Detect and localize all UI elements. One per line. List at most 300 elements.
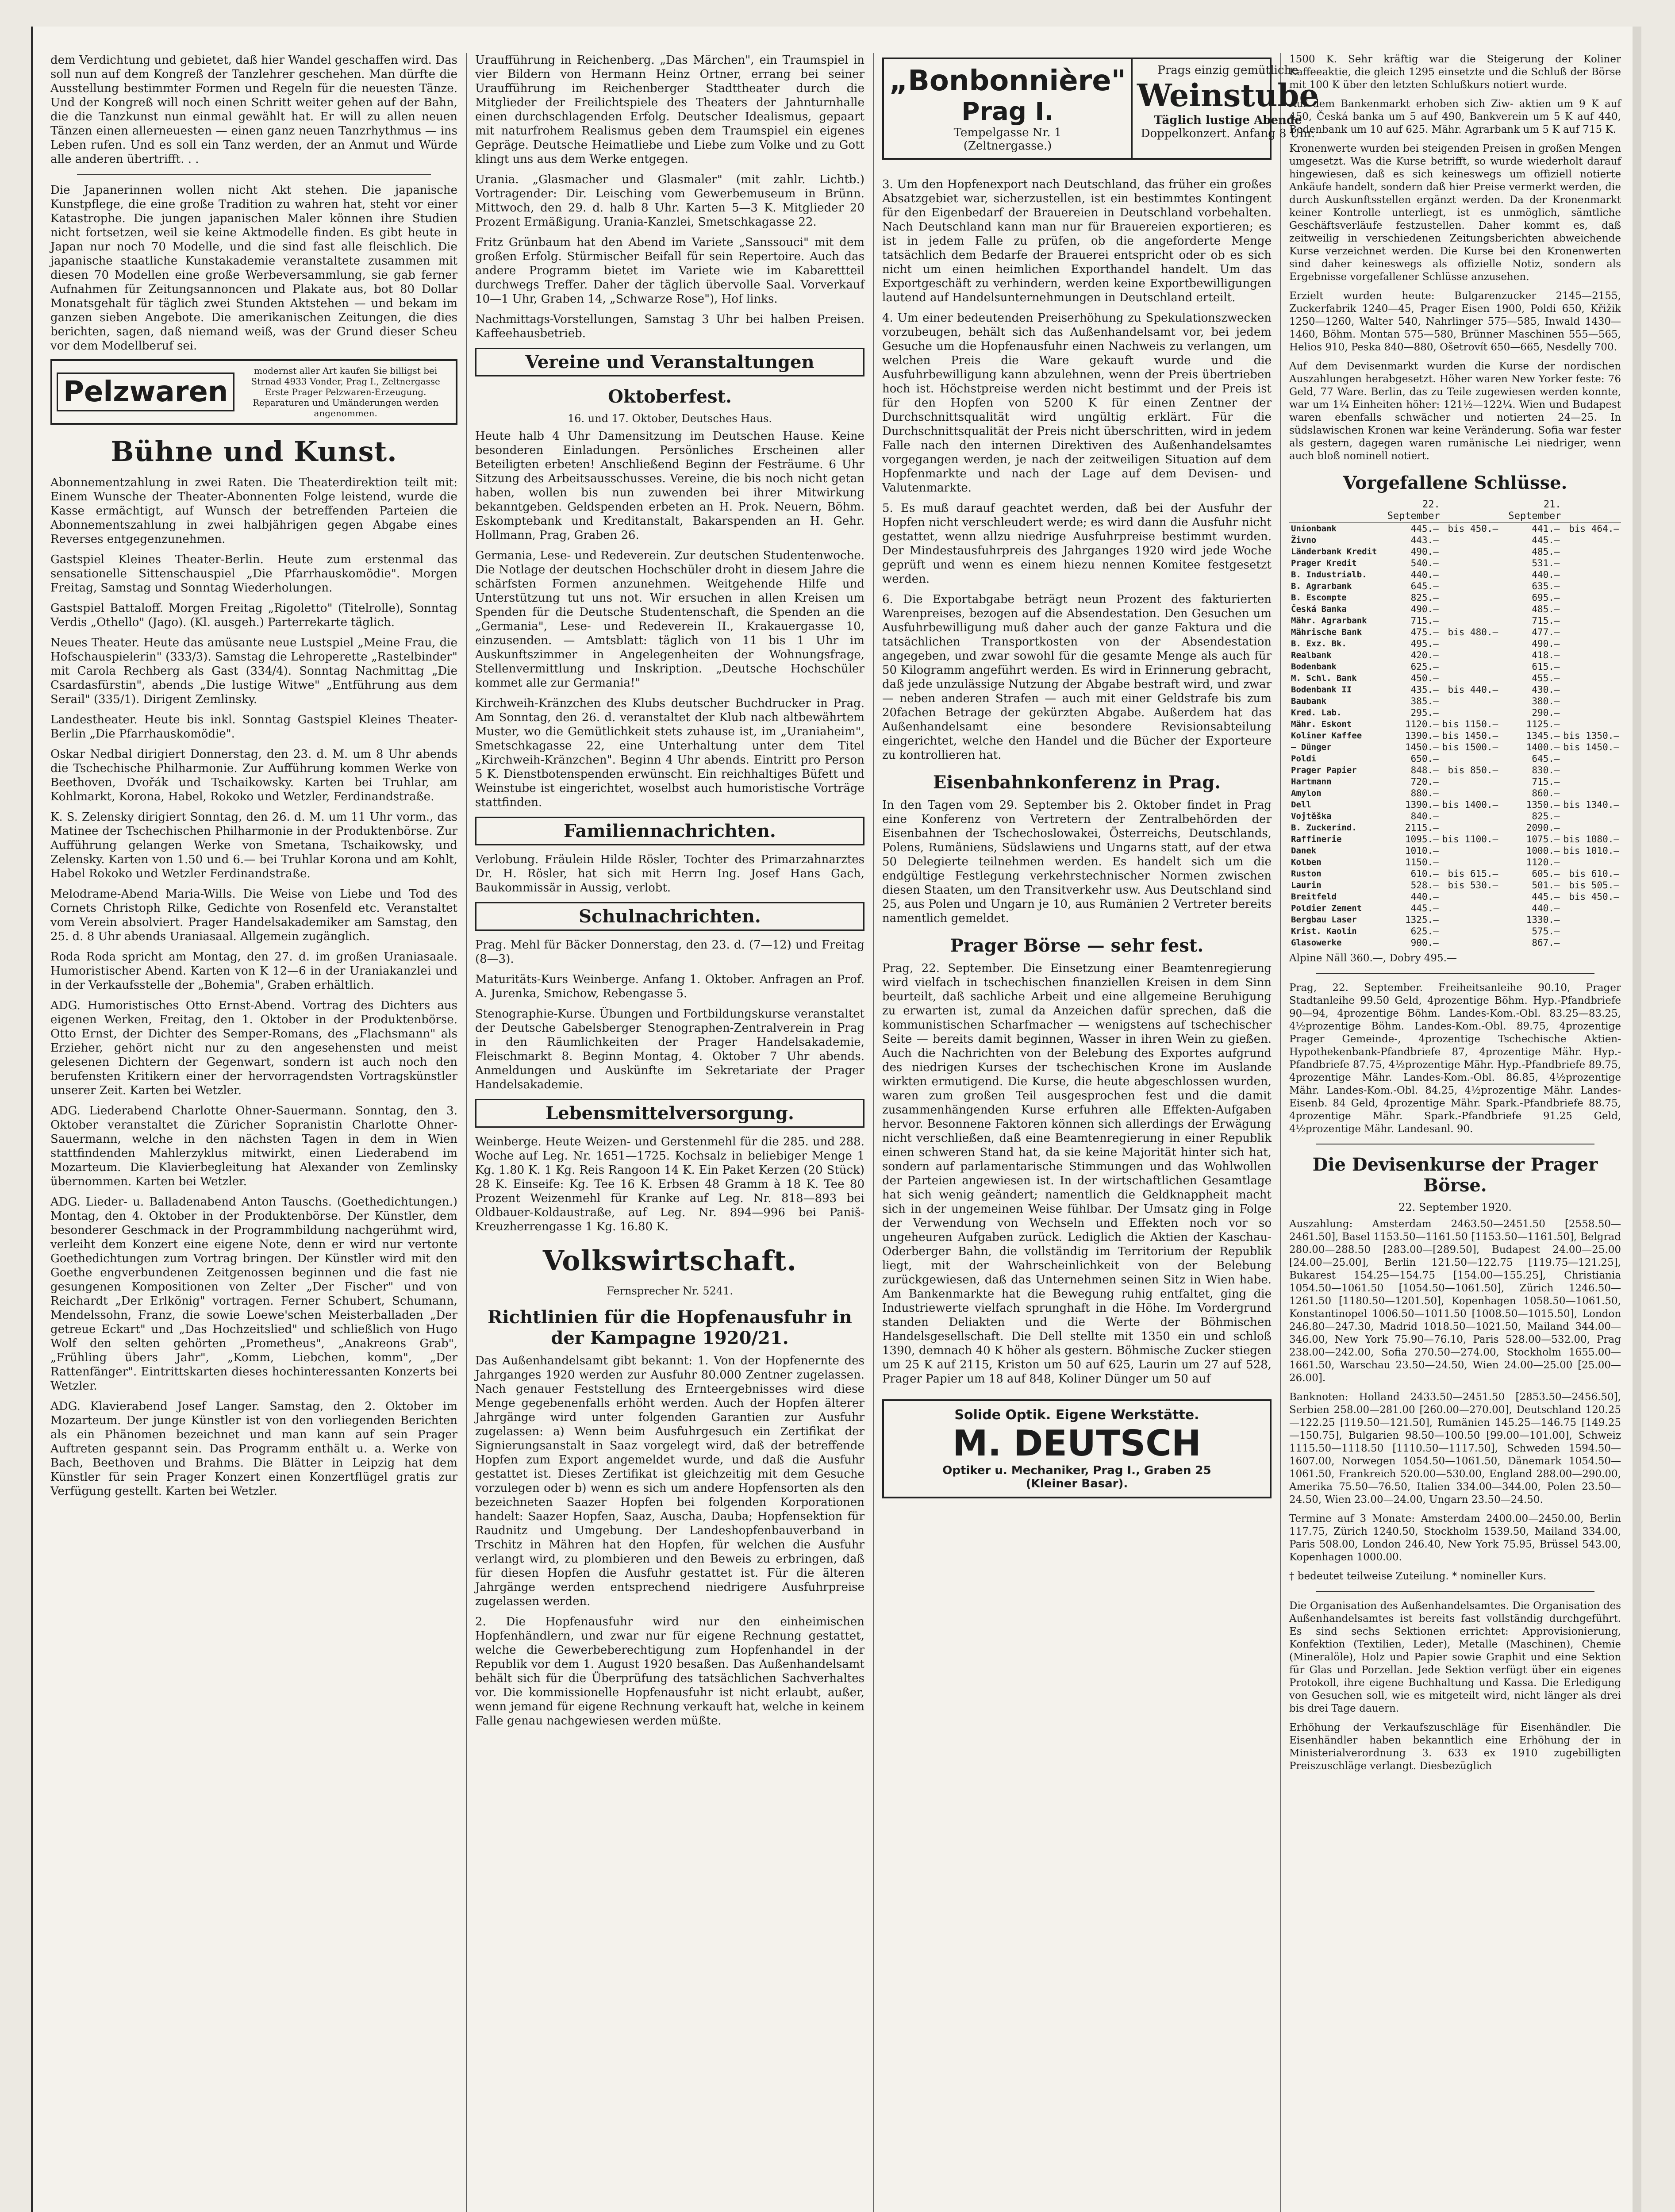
article-text: 5. Es muß darauf geachtet werden, daß bei der Ausfuhr der Hopfen nicht verschleudert werde; es wird dann die Ausfuhr nicht gestattet, wenn allzu niedrige Ausfuhrpreise bestimmt wurden. Der Mindestausfuhrpreis des Jahrganges 1920 wird jede Woche geprüft und wenn es einem hiezu nennen Komitee festgesetzt werden.: [882, 502, 1272, 586]
stock-name: Hartmann: [1291, 777, 1332, 787]
stock-value: [1562, 822, 1621, 833]
stock-name: Glasowerke: [1291, 938, 1342, 948]
stock-value: 1345.—: [1526, 730, 1560, 741]
stock-value: 430.—: [1532, 684, 1560, 695]
stock-value: bis 1010.—: [1563, 845, 1619, 856]
ad-address: Tempelgasse Nr. 1: [953, 126, 1062, 139]
stock-value: 485.—: [1532, 546, 1560, 557]
table-row: [1289, 914, 1621, 926]
article-text: Erzielt wurden heute: Bulgarenzucker 2145—2155, Zuckerfabrik 1240—45, Prager Eisen 1900, Poldi 650, Křižik 1250—1260, Walter 540, Nahrlinger 575—585, Inwald 1430—1460, Böhm. Montan 575—580, Brünner Maschinen 555—565, Helios 910, Peska 840—880, Ošetrovít 650—665, Nesdelly 700.: [1289, 290, 1621, 353]
article-text: 6. Die Exportabgabe beträgt neun Prozent des fakturierten Warenpreises, bezogen auf die Absendestation. Den Gesuchen um Ausfuhrbewilligung muß daher auch der ganze Faktura und die tatsächlichen Transportkosten von der Absendestation angegeben, und zwar sowohl für die gesamte Menge als auch für 50 Kilogramm angeführt werden. Es wird in Erinnerung gebracht, daß jede unzulässige Nutzung der Abgabe bestraft wird, und zwar — neben anderen Strafen — auch mit einer Geldstrafe bis zum 20fachen Betrage der gekürzten Abgabe. Außerdem hat das Außenhandelsamt eine besondere Revisionsabteilung eingerichtet, welche den Handel und die Bücher der Exporteure zu kontrollieren hat.: [882, 593, 1272, 762]
stock-value: [1441, 603, 1500, 615]
article-text: In den Tagen vom 29. September bis 2. Oktober findet in Prag eine Konferenz von Vertretern der Zentralbehörden der Eisenbahnen der Tschechoslowakei, Österreichs, Deutschlands, Polens, Rumäniens, Südslawiens und Ungarns statt, auf der etwa 50 Delegierte teilnehmen werden. Es handelt sich um die endgültige Festlegung verkehrstechnischer Normen zwischen diesen Staaten, um den Transitverkehr usw. Aus Deutschland sind 25, aus Polen und Ungarn je 10, aus Rumänien 2 Vertreter bereits namentlich gemeldet.: [882, 799, 1272, 925]
stock-value: 445.—: [1410, 523, 1439, 534]
article-japanerinnen: Die Japanerinnen wollen nicht Akt stehen. Die japanische Kunstpflege, die eine große Tradition zu wahren hat, steht vor einer Katastrophe. Die jungen japanischen Maler können ihre Studien nicht fortsetzen, weil sie keine Aktmodelle finden. Es gibt heute in Japan nur noch 70 Modelle, und die sind fast alle fleischlich. Die japanische staatliche Kunstakademie veranstaltete zusammen mit diesen 70 Modellen eine große Werbeversammlung, sie gab ferner Aufnahmen für Zeitungsannoncen und Plakate aus, bot 80 Dollar Monatsgehalt für täglich zwei Stunden Aktstehen — und bekam im ganzen sieben Angebote. Die amerikanischen Zeitungen, die dies berichten, sagen, daß niemand weiß, was der Grund dieser Scheu vor dem Modellberuf sei.: [50, 184, 457, 353]
stock-value: [1441, 569, 1500, 580]
table-row: [1289, 580, 1621, 592]
pelzwaren-ad: [50, 359, 457, 425]
table-row: [1289, 833, 1621, 845]
stock-value: 490.—: [1410, 604, 1439, 614]
stock-name: B. Agrarbank: [1291, 581, 1352, 591]
stock-value: 715.—: [1532, 776, 1560, 787]
table-row: [1289, 557, 1621, 569]
column-rule: [1280, 53, 1281, 2212]
stock-name: Prager Papier: [1291, 765, 1357, 775]
article-text: 1500 K. Sehr kräftig war die Steigerung der Koliner Kaffeeaktie, die gleich 1295 einsetzte und die Schluß der Börse mit 100 K über den letzten Schlußkurs notiert wurde.: [1289, 54, 1621, 91]
table-row: [1289, 684, 1621, 695]
stock-value: 848.—: [1410, 765, 1439, 776]
stock-value: 455.—: [1532, 673, 1560, 684]
stock-value: [1441, 937, 1500, 949]
article-text: Maturitäts-Kurs Weinberge. Anfang 1. Oktober. Anfragen an Prof. A. Jurenka, Smichow, Rebengasse 5.: [475, 973, 864, 1000]
ad-weinstube: Weinstube: [1137, 77, 1319, 114]
stock-name: Realbank: [1291, 650, 1332, 660]
stock-value: 443.—: [1410, 535, 1439, 545]
stock-value: [1441, 914, 1500, 926]
stock-value: 695.—: [1532, 592, 1560, 603]
stock-value: 531.—: [1532, 558, 1560, 568]
article-text: ADG. Lieder- u. Balladenabend Anton Tauschs. (Goethedichtungen.) Montag, den 4. Oktober in der Produktenbörse. Der Künstler, dem besonderer Geschmack in der Programmbildung nachgerühmt wird, verleiht dem Konzert eine eigene Note, denn er wird nur vertonte Goethedichtungen zum Vortrag bringen. Der Künstler wird mit den Goethe engverbundenen Zeitgenossen beginnen und die fast nie gesungenen Kompositionen von Zelter „Der Fischer" und von Reichardt „Der Erlkönig" vortragen. Ferner Schubert, Schumann, Mendelssohn, Franz, die sowie Loewe'schen Meisterballaden „Der getreue Eckart" und „Das Hochzeitslied" und schließlich von Hugo Wolf den selten gehörten „Prometheus", „Anakreons Grab", „Frühling übers Jahr", „Komm, Liebchen, komm", „Der Rattenfänger". Eintrittskarten dieses hochinteressanten Konzerts bei Wetzler.: [50, 1195, 457, 1393]
stock-value: [1562, 615, 1621, 626]
table-row: [1289, 845, 1621, 856]
stock-value: [1441, 534, 1500, 546]
stock-table: [1289, 499, 1621, 949]
table-row: [1289, 534, 1621, 546]
table-row: [1289, 615, 1621, 626]
stock-value: [1562, 638, 1621, 649]
stock-value: 1450.—: [1405, 742, 1439, 753]
column-4: [1289, 53, 1621, 2212]
table-row: [1289, 776, 1621, 787]
table-row: [1289, 523, 1621, 535]
stock-value: [1562, 937, 1621, 949]
table-header-cell: 21. September: [1500, 499, 1561, 523]
table-row: [1289, 787, 1621, 799]
stock-value: 615.—: [1532, 661, 1560, 672]
stock-value: 2090.—: [1526, 822, 1560, 833]
stock-value: [1441, 546, 1500, 557]
stock-name: Ruston: [1291, 869, 1322, 879]
stock-name: Unionbank: [1291, 524, 1337, 534]
article-text: Termine auf 3 Monate: Amsterdam 2400.00—2450.00, Berlin 117.75, Zürich 1240.50, Stockholm 1539.50, Mailand 334.00, Paris 508.00, London 246.40, New York 75.95, Brüssel 543.00, Kopenhagen 1000.00.: [1289, 1513, 1621, 1563]
stock-name: Vojtěška: [1291, 811, 1332, 821]
stock-value: 1120.—: [1405, 719, 1439, 730]
table-row: [1289, 730, 1621, 741]
stock-value: [1562, 534, 1621, 546]
article-text: Die Organisation des Außenhandelsamtes. Die Organisation des Außenhandelsamtes ist bereits fast vollständig durchgeführt. Es sind sechs Sektionen errichtet: Approvisionierung, Konfektion (Textilien, Leder), Metalle (Maschinen), Chemie (Mineralöle), Holz und Papier sowie Graphit und eine Sektion für Glas und Porzellan. Jede Sektion verfügt über ein eigenes Protokoll, ihre eigene Buchhaltung und Kassa. Die Erledigung von Gesuchen soll, wie es mitgeteilt wird, nicht länger als drei bis drei Tage dauern.: [1289, 1600, 1621, 1714]
article-text: Melodrame-Abend Maria-Wills. Die Weise von Liebe und Tod des Cornets Christoph Rilke, Gedichte von Rosenfeld etc. Veranstaltet vom Verein absolviert. Prager Handelsakademiker am Samstag, den 25. d. 8 Uhr abends Uraniasaal. Allgemein zugänglich.: [50, 887, 457, 943]
ad-text: modernst aller Art kaufen Sie billigst bei Strnad 4933 Vonder, Prag I., Zeltnergasse Erste Prager Pelzwaren-Erzeugung. Reparaturen und Umänderungen werden angenommen.: [251, 365, 440, 419]
stock-value: 1095.—: [1405, 834, 1439, 845]
stock-value: 445.—: [1532, 535, 1560, 545]
stock-name: — Dünger: [1291, 742, 1332, 752]
subheading-date: 22. September 1920.: [1398, 1201, 1512, 1214]
stock-value: 830.—: [1532, 765, 1560, 776]
stock-value: 1075.—: [1526, 834, 1560, 845]
column-rule: [873, 53, 874, 2212]
stock-value: 2115.—: [1405, 822, 1439, 833]
stock-value: bis 450.—: [1569, 891, 1619, 902]
table-row: [1289, 672, 1621, 684]
section-heading-buehne: Bühne und Kunst.: [111, 435, 397, 468]
article-text: ADG. Klavierabend Josef Langer. Samstag, den 2. Oktober im Mozarteum. Der junge Künstler ist von den vorliegenden Berichten als ein Phänomen bezeichnet und man kann auf sein Prager Auftreten gespannt sein. Das Programm enthält u. a. Werke von Bach, Beethoven und Brahms. Die Blätter in Leipzig hat dem Künstler für sein Prager Konzert einen Konzertflügel gratis zur Verfügung gestellt. Karten bei Wetzler.: [50, 1400, 457, 1498]
stock-name: Bodenbank II: [1291, 685, 1352, 695]
legend-note: † bedeutet teilweise Zuteilung. * nomineller Kurs.: [1289, 1571, 1547, 1582]
section-heading-volkswirtschaft: Volkswirtschaft.: [542, 1244, 797, 1277]
stock-value: [1562, 718, 1621, 730]
stock-value: [1441, 638, 1500, 649]
stock-value: bis 440.—: [1448, 684, 1498, 695]
stock-value: [1441, 891, 1500, 902]
stock-value: 501.—: [1532, 880, 1560, 891]
stock-value: [1562, 661, 1621, 672]
stock-name: Bergbau Laser: [1291, 915, 1357, 925]
table-row: [1289, 695, 1621, 707]
stock-value: 490.—: [1532, 638, 1560, 649]
stock-value: 477.—: [1532, 627, 1560, 637]
stock-value: 860.—: [1532, 788, 1560, 799]
stock-value: 420.—: [1410, 650, 1439, 661]
ad-address-note: (Kleiner Basar).: [1026, 1477, 1128, 1490]
stock-value: [1562, 684, 1621, 695]
stock-value: [1562, 672, 1621, 684]
stock-value: [1562, 764, 1621, 776]
article-text: Abonnementzahlung in zwei Raten. Die Theaterdirektion teilt mit: Einem Wunsche der Theater-Abonnenten Folge leistend, wurde die Kasse ermächtigt, auf Wunsch der betreffenden Parteien die Abonnementszahlung in zwei halbjährigen gegen Abgabe eines Reverses entgegenzunehmen.: [50, 476, 457, 546]
article-heading-richtlinien: Richtlinien für die Hopfenausfuhr in der Kampagne 1920/21.: [488, 1307, 852, 1348]
stock-value: [1441, 810, 1500, 822]
stock-value: [1441, 580, 1500, 592]
stock-value: 650.—: [1410, 753, 1439, 764]
article-text: Prag, 22. September. Freiheitsanleihe 90.10, Prager Stadtanleihe 99.50 Geld, 4prozentige Böhm. Hyp.-Pfandbriefe 90—94, 4prozentige Böhm. Landes-Kom.-Obl. 83.25—83.25, 4½prozentige Böhm. Landes-Kom.-Obl. 89.75, 4prozentige Prager Gemeinde-, 4prozentige Tschechische Aktien-Hypothekenbank-Pfandbriefe 87, 4prozentige Mähr. Hyp.-Pfandbriefe 87.75, 4½prozentige Mähr. Hyp.-Pfandbriefe 89.75, 4prozentige Mähr. Landes-Kom.-Obl. 86.85, 4½prozentige Mähr. Landes-Kom.-Obl. 84.25, 4½prozentige Mähr. Landes-Eisenb. 84 Geld, 4prozentige Mähr. Spark.-Pfandbriefe 88.75, 4prozentige Mähr. Spark.-Pfandbriefe 91.25 Geld, 4½prozentige Mähr. Landesanl. 90.: [1289, 982, 1621, 1135]
stock-name: Kolben: [1291, 857, 1322, 867]
stock-value: [1441, 649, 1500, 661]
stock-value: 1325.—: [1405, 914, 1439, 925]
stock-value: 441.—: [1532, 523, 1560, 534]
article-text: Neues Theater. Heute das amüsante neue Lustspiel „Meine Frau, die Hofschauspielerin" (333/3). Samstag die Lehroperette „Rastelbinder" mit Carola Rechberg als Gast (334/4). Sonntag Nachmittag „Die Csardasfürstin", abends „Die lustige Witwe" „Entführung aus dem Serail" (335/1). Dirigent Zemlinsky.: [50, 636, 457, 706]
article-text: Prag. Mehl für Bäcker Donnerstag, den 23. d. (7—12) und Freitag (8—3).: [475, 938, 864, 966]
table-row: [1289, 592, 1621, 603]
stock-value: bis 850.—: [1448, 765, 1498, 776]
table-row: [1289, 546, 1621, 557]
stock-value: [1562, 580, 1621, 592]
stock-value: 625.—: [1410, 926, 1439, 937]
article-text: Weinberge. Heute Weizen- und Gerstenmehl für die 285. und 288. Woche auf Leg. Nr. 1651—1725. Kochsalz in beliebiger Menge 1 Kg. 1.80 K. 1 Kg. Reis Rangoon 14 K. Ein Paket Kerzen (20 Stück) 28 K. Einseife: Kg. Tee 16 K. Erbsen 48 Gramm à 18 K. Tee 80 Prozent Weizenmehl für Kranke auf Leg. Nr. 818—893 bei Oldbauer-Koldaustraße, auf Leg. Nr. 894—996 bei Paniš-Kreuzherrengasse 1 Kg. 16.80 K.: [475, 1135, 864, 1233]
stock-value: 645.—: [1532, 753, 1560, 764]
article-text: Das Außenhandelsamt gibt bekannt: 1. Von der Hopfenernte des Jahrganges 1920 werden zur Ausfuhr 80.000 Zentner zugelassen. Nach genauer Feststellung des Ernteergebnisses wird diese Menge gegebenenfalls erhöht werden. Auch der Hopfen älterer Jahrgänge wird unter folgenden Garantien zur Ausfuhr zugelassen: a) Wenn beim Ausfuhrgesuch ein Zertifikat der Signierungsanstalt in Saaz vorgelegt wird, daß der betreffende Hopfen zum Export angemeldet wurde, und daß die Ausfuhr gestattet ist. Dieses Zertifikat ist gleichzeitig mit dem Gesuche vorzulegen oder b) wenn es sich um andere Hopfensorten als den bezeichneten Saazer Hopfen bei folgenden Korporationen handelt: Saazer Hopfen, Saaz, Auscha, Dauba; Hopfensektion für Raudnitz und Umgebung. Der Landeshopfenbauverband in Trschitz in Mähren hat den Hopfen, für welchen die Ausfuhr verlangt wird, zu plombieren und den Beweis zu erbringen, daß für diesen Hopfen die Ausfuhr gestattet ist. Für die älteren Jahrgänge werden entsprechend niedrigere Ausfuhrpreise zugelassen werden.: [475, 1354, 864, 1608]
ad-tagline: Solide Optik. Eigene Werkstätte.: [954, 1407, 1199, 1423]
optik-ad: [882, 1399, 1272, 1498]
stock-name: Česká Banka: [1291, 604, 1347, 614]
stock-value: bis 1080.—: [1563, 834, 1619, 845]
stock-name: Laurin: [1291, 880, 1322, 890]
stock-value: [1441, 753, 1500, 764]
table-row: [1289, 603, 1621, 615]
stock-value: [1562, 753, 1621, 764]
table-row: [1289, 741, 1621, 753]
stock-value: 385.—: [1410, 696, 1439, 707]
stock-value: 900.—: [1410, 937, 1439, 948]
stock-name: Prager Kredit: [1291, 558, 1357, 568]
stock-value: [1441, 661, 1500, 672]
stock-name: B. Industrialb.: [1291, 570, 1367, 580]
subheading-oktoberfest: Oktoberfest.: [608, 386, 732, 407]
table-row: [1289, 856, 1621, 868]
stock-value: 440.—: [1410, 569, 1439, 580]
table-row: [1289, 879, 1621, 891]
stock-value: 1390.—: [1405, 730, 1439, 741]
subheading-date: 16. und 17. Oktober, Deutsches Haus.: [567, 412, 772, 425]
table-row: [1289, 891, 1621, 902]
article-text: Gastspiel Kleines Theater-Berlin. Heute zum erstenmal das sensationelle Sittenschauspiel „Die Pfarrhauskomödie". Morgen Freitag, Samstag und Sonntag Wiederholungen.: [50, 553, 457, 595]
stock-name: Koliner Kaffee: [1291, 731, 1362, 741]
article-text: Banknoten: Holland 2433.50—2451.50 [2853.50—2456.50], Serbien 258.00—281.00 [260.00—270.00], Deutschland 120.25—122.25 [119.50—121.50], Rumänien 145.25—146.75 [149.25—150.75], Bulgarien 98.50—100.50 [99.00—101.00], Schweiz 1115.50—1118.50 [1110.50—1117.50], Schweden 1594.50—1607.00, Norwegen 1054.50—1061.50, Dänemark 1054.50—1061.50, Frankreich 520.00—530.00, England 288.00—290.00, Amerika 75.50—76.50, Italien 334.00—344.00, Polen 23.50—24.50, Wien 23.00—24.00, Ungarn 23.50—24.50.: [1289, 1391, 1621, 1505]
stock-name: Amylon: [1291, 788, 1322, 798]
stock-value: 575.—: [1532, 926, 1560, 937]
article-text: 3. Um den Hopfenexport nach Deutschland, das früher ein großes Absatzgebiet war, sicherzustellen, ist ein bestimmtes Kontingent für den Eigenbedarf der Brauereien in Deutschland vorbehalten. Nach Deutschland kann man nur für Brauereien exportieren; es ist in jedem Falle zu prüfen, ob die angeforderte Menge tatsächlich dem Bedarfe der Brauerei entspricht oder ob es sich nicht um einen heimlichen Exporthandel handelt. Um das Exportgeschäft zu verhindern, werden keine Exportbewilligungen lautend auf Handelsunternehmungen in Deutschland erteilt.: [882, 178, 1272, 304]
stock-value: [1441, 776, 1500, 787]
table-header-cell: [1289, 499, 1379, 523]
stock-value: 605.—: [1532, 868, 1560, 879]
table-row: [1289, 661, 1621, 672]
stock-value: 418.—: [1532, 650, 1560, 661]
article-text: Fritz Grünbaum hat den Abend im Variete „Sanssouci" mit dem großen Erfolg. Stürmischer Beifall für sein Repertoire. Auch das andere Programm bietet im Variete wie im Kabarettteil durchwegs Treffer. Daher der täglich übervolle Saal. Vorverkauf 10—1 Uhr, Graben 14, „Schwarze Rose"), Hof links.: [475, 236, 864, 306]
stock-value: 435.—: [1410, 684, 1439, 695]
article-text: Nachmittags-Vorstellungen, Samstag 3 Uhr bei halben Preisen. Kaffeehausbetrieb.: [475, 313, 864, 340]
stock-value: bis 1350.—: [1563, 730, 1619, 741]
stock-value: [1562, 810, 1621, 822]
stock-value: 445.—: [1532, 891, 1560, 902]
divider: [1316, 1591, 1594, 1592]
stock-name: Bodenbank: [1291, 662, 1337, 672]
stock-value: 295.—: [1410, 707, 1439, 718]
stock-value: bis 1500.—: [1442, 742, 1498, 753]
stock-value: 528.—: [1410, 880, 1439, 891]
stock-name: M. Schl. Bank: [1291, 673, 1357, 683]
stock-value: 880.—: [1410, 788, 1439, 799]
stock-value: 625.—: [1410, 661, 1439, 672]
stock-value: [1562, 649, 1621, 661]
stock-value: [1562, 626, 1621, 638]
article-heading-eisenbahn: Eisenbahnkonferenz in Prag.: [933, 772, 1221, 793]
article-text: Landestheater. Heute bis inkl. Sonntag Gastspiel Kleines Theater-Berlin „Die Pfarrhauskomödie".: [50, 713, 457, 741]
stock-name: Krist. Kaolin: [1291, 926, 1357, 936]
page-edge: [1633, 27, 1641, 2212]
subheading-phone: Fernsprecher Nr. 5241.: [607, 1285, 733, 1297]
newspaper-page: [31, 27, 1634, 2212]
stock-name: Danek: [1291, 846, 1317, 856]
stock-name: Mähr. Eskont: [1291, 719, 1352, 729]
table-row: [1289, 868, 1621, 879]
stock-value: bis 450.—: [1448, 523, 1498, 534]
stock-value: 1120.—: [1526, 857, 1560, 868]
stock-value: 490.—: [1410, 546, 1439, 557]
ad-concert: Doppelkonzert. Anfang 8 Uhr.: [1141, 127, 1315, 140]
stock-value: 720.—: [1410, 776, 1439, 787]
stock-name: Baubank: [1291, 696, 1327, 706]
stock-value: [1562, 557, 1621, 569]
article-text: Roda Roda spricht am Montag, den 27. d. im großen Uraniasaale. Humoristischer Abend. Karten von K 12—6 in der Uraniakanzlei und in der Verkaufsstelle der „Bohemia", Graben erhältlich.: [50, 950, 457, 992]
column-rule: [466, 53, 467, 2212]
stock-value: 485.—: [1532, 604, 1560, 614]
column-1: [50, 53, 457, 2212]
stock-name: B. Exz. Bk.: [1291, 639, 1347, 649]
stock-value: [1441, 902, 1500, 914]
stock-value: [1441, 592, 1500, 603]
stock-value: 1125.—: [1526, 719, 1560, 730]
section-heading-familie: Familiennachrichten.: [475, 817, 864, 845]
stock-value: 610.—: [1410, 868, 1439, 879]
stock-value: [1441, 672, 1500, 684]
article-text: Erhöhung der Verkaufszuschläge für Eisenhändler. Die Eisenhändler haben bekanntlich eine Erhöhung der in Ministerialverordnung 3. 633 ex 1910 zugebilligten Preiszuschläge verlangt. Diesbezüglich: [1289, 1722, 1621, 1772]
table-row: [1289, 926, 1621, 937]
stock-value: 645.—: [1410, 581, 1439, 591]
stock-value: 1390.—: [1405, 799, 1439, 810]
table-row: [1289, 569, 1621, 580]
table-header-cell: [1441, 499, 1500, 523]
ad-address-note: (Zeltnergasse.): [963, 139, 1052, 153]
ad-tagline: Prags einzig gemütliche: [1157, 64, 1299, 77]
section-heading-vereine: Vereine und Veranstaltungen: [475, 348, 864, 376]
article-text: Gastspiel Battaloff. Morgen Freitag „Rigoletto" (Titelrolle), Sonntag Verdis „Othello" (Jago). (Kl. ausgeh.) Parterrekarte täglich.: [50, 602, 457, 629]
stock-name: Länderbank Kredit: [1291, 547, 1377, 557]
stock-value: 495.—: [1410, 638, 1439, 649]
stock-value: 440.—: [1410, 891, 1439, 902]
stock-value: 450.—: [1410, 673, 1439, 684]
stock-name: Dell: [1291, 800, 1311, 810]
stock-name: Mähr. Agrarbank: [1291, 616, 1367, 626]
ad-title: Pelzwaren: [57, 373, 234, 411]
stock-name: B. Escompte: [1291, 593, 1347, 603]
stock-value: 867.—: [1532, 937, 1560, 948]
table-row: [1289, 764, 1621, 776]
stock-value: [1441, 557, 1500, 569]
stock-value: 840.—: [1410, 811, 1439, 822]
article-text: 2. Die Hopfenausfuhr wird nur den einheimischen Hopfenhändlern, und zwar nur für eigene Rechnung gestattet, welche die Gewerbeberechtigung zum Hopfenhandel in der Republik vor dem 1. August 1920 besaßen. Das Außenhandelsamt behält sich für die Überprüfung des tatsächlichen Sachverhaltes vor. Die kommissionelle Hopfenausfuhr ist nicht erlaubt, außer, wenn jemand für eigene Rechnung verkauft hat, welche in keinem Falle genau nachgewiesen werden müßte.: [475, 1615, 864, 1728]
article-text: Stenographie-Kurse. Übungen und Fortbildungskurse veranstaltet der Deutsche Gabelsberger Stenographen-Zentralverein in Prag in den Räumlichkeiten der Prager Handelsakademie, Fleischmarkt 8. Beginn Montag, 4. Oktober 7 Uhr abends. Anmeldungen und Auskünfte im Sekretariate der Prager Handelsakademie.: [475, 1007, 864, 1091]
stock-value: [1562, 926, 1621, 937]
stock-value: bis 1150.—: [1442, 719, 1498, 730]
stock-name: Breitfeld: [1291, 892, 1337, 902]
article-text: Uraufführung in Reichenberg. „Das Märchen", ein Traumspiel in vier Bildern von Hermann Heinz Ortner, errang bei seiner Uraufführung im Reichenberger Stadttheater durch die Mitglieder der Freilichtspiele des Theaters der Jahnturnhalle einen durchschlagenden Erfolg. Deutscher Idealismus, gepaart mit naturfrohem Realismus geben dem Traumspiel ein eigenes Gepräge. Deutsche Heimatliebe und Liebe zum Volke und zu Gott klingt uns aus dem Werke entgegen.: [475, 54, 864, 166]
stock-value: [1441, 845, 1500, 856]
stock-value: [1562, 902, 1621, 914]
table-row: [1289, 810, 1621, 822]
stock-name: Kred. Lab.: [1291, 708, 1342, 718]
stock-value: 440.—: [1532, 569, 1560, 580]
stock-value: 1000.—: [1526, 845, 1560, 856]
article-text: Urania. „Glasmacher und Glasmaler" (mit zahlr. Lichtb.) Vortragender: Dir. Leisching vom Gewerbemuseum in Brünn. Mittwoch, den 29. d. halb 8 Uhr. Karten 5—3 K. Mitglieder 20 Prozent Ermäßigung. Urania-Kanzlei, Smetschkagasse 22.: [475, 173, 864, 229]
bonbonniere-ad: [882, 58, 1319, 160]
stock-value: 635.—: [1532, 581, 1560, 591]
stock-name: B. Zuckerind.: [1291, 823, 1357, 833]
stock-value: [1441, 787, 1500, 799]
stock-value: [1562, 603, 1621, 615]
stock-value: 380.—: [1532, 696, 1560, 707]
article-text: ADG. Liederabend Charlotte Ohner-Sauermann. Sonntag, den 3. Oktober veranstaltet die Züricher Sopranistin Charlotte Ohner-Sauermann, welche in den nächsten Tagen in dem in Wien stattfindenden Mahlerzyklus mitwirkt, einen Liederabend im Mozarteum. Die Klavierbegleitung hat Alexander von Zemlinsky übernommen. Karten bei Wetzler.: [50, 1104, 457, 1188]
stock-value: 1330.—: [1526, 914, 1560, 925]
divider: [77, 174, 431, 175]
stock-value: bis 1450.—: [1563, 742, 1619, 753]
stock-value: [1562, 695, 1621, 707]
article-text: Kronenwerte wurden bei steigenden Preisen in großen Mengen umgesetzt. Was die Kurse betrifft, so wurde wiederholt darauf hingewiesen, daß es sich keineswegs um offiziell notierte Ankäufe handelt, sondern daß hier Preise vermerkt werden, die durch Auskunftsstellen ergänzt werden. Da der Kronenmarkt keiner Kontrolle unterliegt, ist es unmöglich, sämtliche Geschäftsverläufe festzustellen. Daher kommt es, daß zeitweilig in verschiedenen Zeitungsberichten abweichende Kurse verzeichnet werden. Die Kurse bei den Kronenwerten sind daher keineswegs als offizielle Notiz, sondern als Ergebnisse vorgefallener Schlüsse anzusehen.: [1289, 143, 1621, 283]
stock-value: [1562, 569, 1621, 580]
article-text: Auf dem Devisenmarkt wurden die Kurse der nordischen Auszahlungen herabgesetzt. Höher waren New Yorker feste: 76 Geld, 77 Ware. Berlin, das zu Teile zugewiesen werden konnte, war um 1¼ Einheiten höher: 121½—122¼. Wien und Budapest waren ebenfalls schwächer und notierten 24—25. In südslawischen Kronen war keine Veränderung. Sofia war fester als gestern, dagegen waren rumänische Lei niedriger, wenn auch bloß nominell notiert.: [1289, 361, 1621, 462]
stock-value: 825.—: [1410, 592, 1439, 603]
table-row: [1289, 753, 1621, 764]
table-header-cell: 22. September: [1379, 499, 1440, 523]
table-row: [1289, 626, 1621, 638]
article-text: Oskar Nedbal dirigiert Donnerstag, den 23. d. M. um 8 Uhr abends die Tschechische Philharmonie. Zur Aufführung kommen Werke von Beethoven, Dvořák und Tschaikowsky. Karten bei Truhlar, am Kohlmarkt, Korona, Habel, Rokoko und Wetzler, Ferdinandstraße.: [50, 748, 457, 803]
section-heading-schul: Schulnachrichten.: [475, 902, 864, 931]
stock-value: bis 610.—: [1569, 868, 1619, 879]
stock-value: bis 464.—: [1569, 523, 1619, 534]
article-text: Auszahlung: Amsterdam 2463.50—2451.50 [2558.50—2461.50], Basel 1153.50—1161.50 [1153.50—1161.50], Belgrad 280.00—288.50 [283.00—[289.50], Budapest 24.00—25.00 [24.00—25.00], Berlin 121.50—122.75 [119.75—121.25], Bukarest 154.25—154.75 [154.00—155.25], Christiania 1054.50—1061.50 [1054.50—1061.50], Zürich 1246.50—1261.50 [1180.50—1201.50], Kopenhagen 1058.50—1061.50, Konstantinopel 1006.50—1011.50 [1008.50—1015.50], London 246.80—247.30, Madrid 1018.50—1021.50, Mailand 344.00—346.00, New York 75.90—76.10, Paris 528.00—532.00, Prag 238.00—242.00, Sofia 270.50—274.00, Stockholm 1655.00—1661.50, Warschau 23.50—24.50, Wien 24.00—25.00 [25.00—26.00].: [1289, 1218, 1621, 1384]
column-2: [475, 53, 864, 2212]
stock-value: 475.—: [1410, 627, 1439, 637]
table-row: [1289, 822, 1621, 833]
article-text: dem Verdichtung und gebietet, daß hier Wandel geschaffen wird. Das soll nun auf dem Kongreß der Tanzlehrer geschehen. Man dürfte die Ausstellung bestimmter Formen und Regeln für die neuesten Tänze. Und der Kongreß will noch einen Schritt weiter gehen auf der Bahn, die die Tanzkunst nun einmal gewählt hat. Er will zu allen neuen Tänzen einen allerneuesten — einen ganz neuen Tanzrhythmus — ins Leben rufen. Und es soll ein Tanz werden, der an Anmut und Würde alle anderen übertrifft. . .: [50, 54, 457, 166]
article-text: 4. Um einer bedeutenden Preiserhöhung zu Spekulationszwecken vorzubeugen, behält sich das Außenhandelsamt vor, bei jedem Gesuche um die Hopfenausfuhr einen Nachweis zu verlangen, um welchen Preis die Ware gekauft wurde und die Ausfuhrbewilligung kann abzulehnen, wenn der Preis übertrieben hoch ist. Höchstpreise werden nicht bestimmt und der Preis ist für den Hopfen von 5200 K für einen Zentner der Durchschnittsqualität wird ungültig erklärt. Für die Durchschnittsqualität der Preis nicht überschritten, wird in jedem Falle nach den internen Direktiven des Außenhandelsamtes vorgegangen werden, je nach der zeitweiligen Situation auf dem Hopfenmarkte und nach der Lage auf dem Devisen- und Valutenmarkte.: [882, 311, 1272, 495]
article-text: Auf dem Bankenmarkt erhoben sich Ziw- aktien um 9 K auf 450, Česká banka um 5 auf 490, Bankverein um 5 K auf 440, Bodenbank um 10 auf 625. Mähr. Agrarbank um 5 K auf 715 K.: [1289, 98, 1621, 135]
stock-value: 1150.—: [1405, 857, 1439, 868]
table-row: [1289, 799, 1621, 810]
ad-name: M. DEUTSCH: [953, 1423, 1201, 1464]
article-heading-devisen: Die Devisenkurse der Prager Börse.: [1312, 1154, 1598, 1196]
table-footnote: Alpine Näll 360.—, Dobry 495.—: [1289, 952, 1457, 964]
stock-name: Poldi: [1291, 754, 1317, 764]
stock-name: Mährische Bank: [1291, 627, 1362, 637]
stock-value: 440.—: [1532, 903, 1560, 914]
stock-value: [1562, 787, 1621, 799]
article-text: Prag, 22. September. Die Einsetzung einer Beamtenregierung wird vielfach in tschechischen finanziellen Kreisen in dem Sinn beurteilt, daß sachliche Arbeit und eine allgemeine Beruhigung zu erwarten ist, zumal da Anzeichen dafür sprechen, daß die kommunistischen Scharfmacher — wenigstens auf tschechischer Seite — bereits damit beginnen, Wasser in ihren Wein zu gießen. Auch die Nachrichten von der Belebung des Exportes aufgrund des niedrigen Kurses der tschechischen Krone im Auslande wirkten ermutigend. Die Kurse, die heute abgeschlossen wurden, waren zum großen Teil ausgesprochen fest und die damit zusammenhängenden Kurse erfuhren alle Effekten-Aufgaben hervor. Besonnene Faktoren können sich allerdings der Erwägung nicht verschließen, daß eine Beamtenregierung in einer Republik einen schweren Stand hat, da sie keine Majorität hinter sich hat, sondern auf parlamentarische Stimmungen und das Wohlwollen der Parteien angewiesen ist. In der wirtschaftlichen Gesamtlage hat sich wenig geändert; namentlich die Geldknappheit macht sich in der ungemeinen Weise fühlbar. Der Umsatz ging in Folge der Verwendung von Wechseln und Effekten noch vor so ungeheuren Aufgaben zurück. Lediglich die Aktien der Kaschau-Oderberger Bahn, die vollständig im Territorium der Republik liegt, mit der Wahrscheinlichkeit von der Belebung zurückgewiesen, daß das Unternehmen seinen Sitz in Wien habe. Am Bankenmarkte hat die Bewegung ruhig entfaltet, ging die Industriewerte vielfach sprunghaft in die Höhe. Im Vordergrund standen Deliakten und die Werte der Böhmischen Handelsgesellschaft. Die Dell stellte mit 1350 ein und schloß 1390, demnach 40 K höher als gestern. Böhmische Zucker stiegen um 25 K auf 2115, Kriston um 50 auf 625, Laurin um 27 auf 528, Prager Papier um 18 auf 848, Koliner Dünger um 50 auf: [882, 962, 1272, 1386]
stock-value: 715.—: [1532, 615, 1560, 626]
stock-value: [1441, 926, 1500, 937]
stock-value: bis 615.—: [1448, 868, 1498, 879]
stock-value: bis 480.—: [1448, 627, 1498, 637]
table-header-cell: [1562, 499, 1621, 523]
section-heading-lebensmittel: Lebensmittelversorgung.: [475, 1099, 864, 1128]
stock-value: [1441, 856, 1500, 868]
stock-value: [1562, 592, 1621, 603]
table-row: [1289, 707, 1621, 718]
stock-value: [1441, 822, 1500, 833]
ad-evenings: Täglich lustige Abende: [1154, 114, 1302, 127]
article-text: Germania, Lese- und Redeverein. Zur deutschen Studentenwoche. Die Notlage der deutschen Hochschüler droht in diesem Jahre die schärfsten Formen anzunehmen. Weitgehende Hilfe und Unterstützung tut uns not. Wir ersuchen in allen Kreisen um Spenden für die Deutsche Studentenschaft, die Spenden an die „Germania", Lese- und Redeverein II., Krakauergasse 10, einzusenden. — Amtsblatt: täglich von 11 bis 1 Uhr im Auskunftszimmer in Angelegenheiten der Wohnungsfrage, Stellenvermittlung und Inskription. „Deutsche Hochschüler kommet alle zur Germania!": [475, 549, 864, 690]
stock-value: bis 1450.—: [1442, 730, 1498, 741]
stock-value: 825.—: [1532, 811, 1560, 822]
stock-value: bis 1340.—: [1563, 799, 1619, 810]
article-heading-schluesse: Vorgefallene Schlüsse.: [1343, 472, 1567, 493]
stock-value: 290.—: [1532, 707, 1560, 718]
ad-title: „Bonbonnière": [889, 65, 1126, 97]
article-text: Heute halb 4 Uhr Damensitzung im Deutschen Hause. Keine besonderen Einladungen. Persönliches Erscheinen aller Beteiligten erbeten! Anschließend Beginn der Festräume. 6 Uhr Sitzung des Arbeitsausschusses. Vereine, die bis noch nicht getan haben, wollen bis nun zuwenden bei ihrer Mitwirkung bekanntgeben. Geldspenden erbeten an H. Prok. Neuern, Böhm. Eskomptebank und Kreditanstalt, Bakarspenden an H. Gehr. Hollmann, Prag, Graben 26.: [475, 430, 864, 542]
stock-value: [1562, 546, 1621, 557]
table-row: [1289, 649, 1621, 661]
ad-address: Optiker u. Mechaniker, Prag I., Graben 25: [942, 1464, 1211, 1477]
stock-value: [1562, 707, 1621, 718]
stock-value: 1010.—: [1405, 845, 1439, 856]
ad-city: Prag I.: [961, 97, 1054, 126]
stock-value: bis 1400.—: [1442, 799, 1498, 810]
stock-name: Raffinerie: [1291, 834, 1342, 844]
stock-value: 445.—: [1410, 903, 1439, 914]
stock-value: [1562, 776, 1621, 787]
stock-value: [1441, 707, 1500, 718]
article-text: K. S. Zelensky dirigiert Sonntag, den 26. d. M. um 11 Uhr vorm., das Matinee der Tschechischen Philharmonie in der Produktenbörse. Zur Aufführung gelangen Werke von Smetana, Tschaikowsky, und Zelensky. Karten von 1.50 und 6.— bei Truhlar Korona und am Kohlt, Habel Rokoko und Wetzler Ferdinandstraße.: [50, 810, 457, 880]
stock-value: [1562, 914, 1621, 926]
stock-value: bis 505.—: [1569, 880, 1619, 891]
divider: [1316, 973, 1594, 974]
